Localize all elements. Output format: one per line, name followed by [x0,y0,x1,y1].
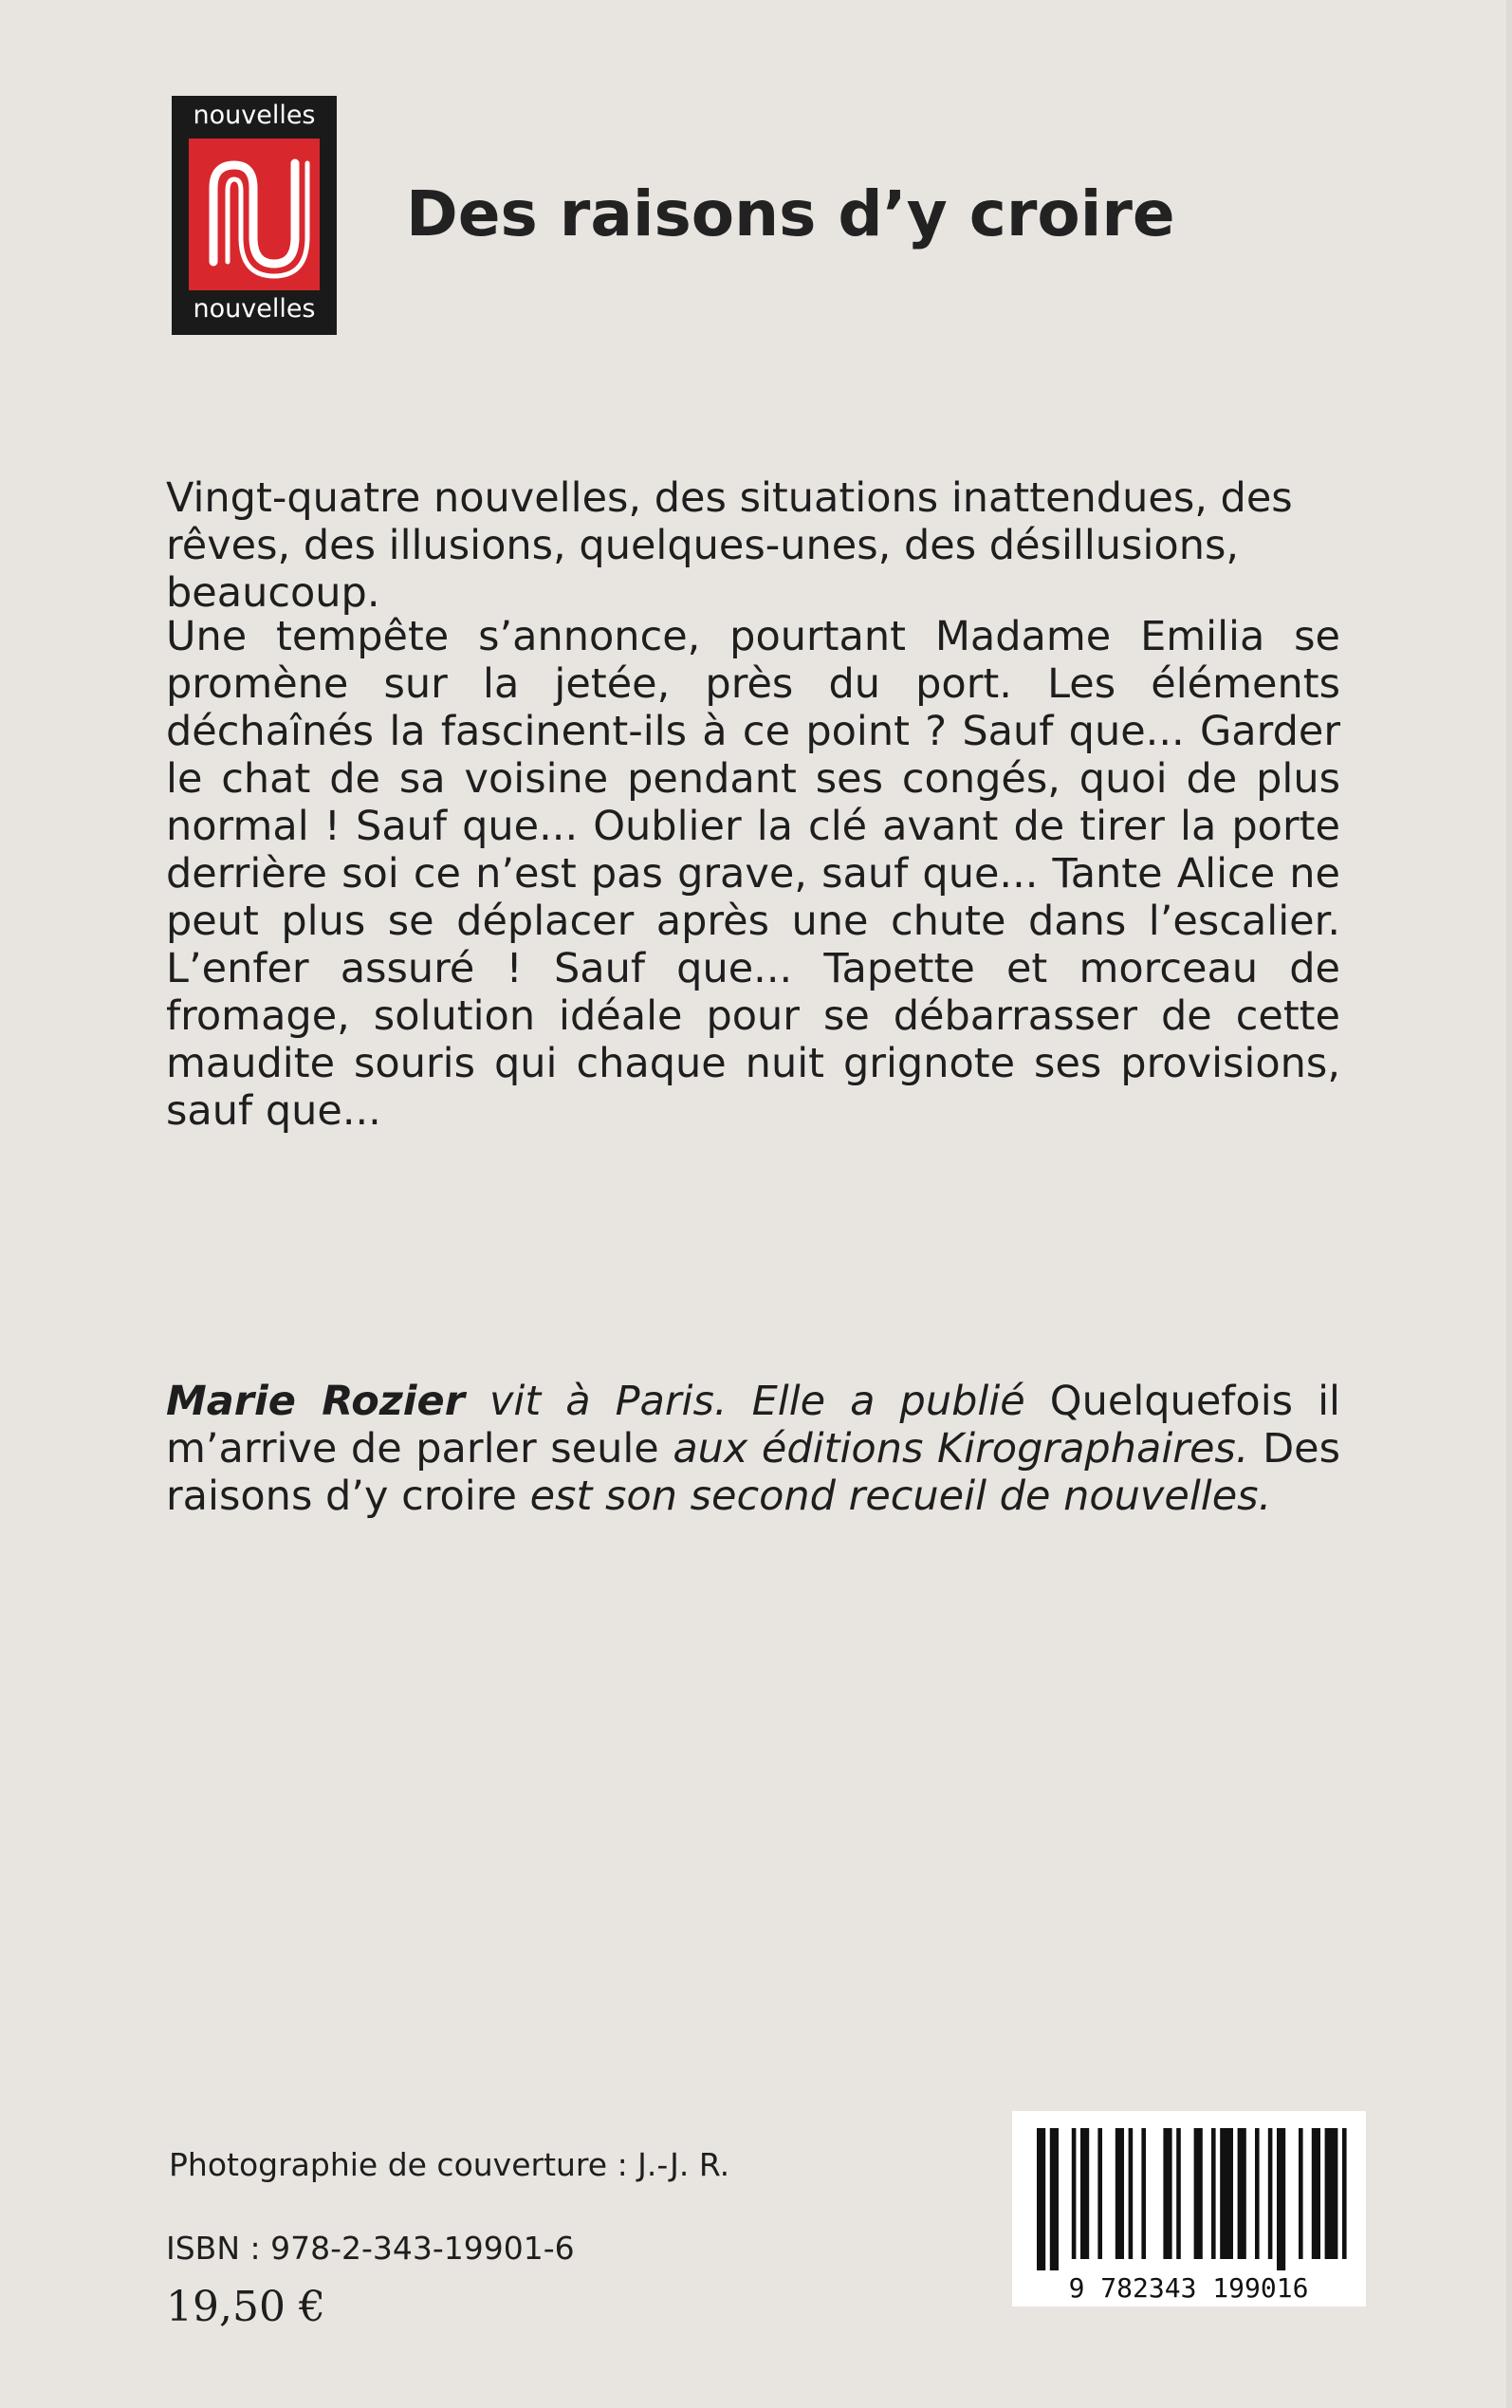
barcode-bar [1299,2128,1303,2259]
bio-book-2: Des raisons d’y croire [166,1425,1341,1520]
barcode-bar [1072,2128,1077,2259]
publisher-logo [172,96,337,335]
logo-bottom-word: nouvelles [193,294,316,324]
barcode-bar [1163,2128,1171,2259]
barcode-bar [1194,2128,1203,2259]
barcode-graphic [1012,2111,1366,2306]
barcode-bar [1176,2128,1181,2259]
barcode-bar [1238,2128,1246,2259]
barcode-bar [1097,2128,1102,2259]
bio-text-3: est son second recueil de nouvelles. [529,1473,1272,1520]
barcode-bar [1129,2128,1134,2259]
summary-body: Une tempête s’annonce, pourtant Madame Emilia se promène sur la jetée, près du port. Les éléments déchaînés la fascinent-ils à ce point ? Sauf que... Garder le chat de sa voisine pendant ses congés, quoi de plus normal ! Sauf que... Oublier la clé avant de tirer la porte derrière soi ce n’est pas grave, sauf que... Tante Alice ne peut plus se déplacer après une chute dans l’escalier. L’enfer assuré ! Sauf que... Tapette et morceau de fromage, solution idéale pour se débarrasser de cette maudite souris qui chaque nuit grignote ses provisions, sauf que... [166,613,1340,1135]
barcode-bar [1342,2128,1347,2259]
barcode-bar [1141,2128,1146,2259]
bio-text-1: vit à Paris. Elle a publié [489,1378,1025,1425]
barcode-bar [1037,2128,1045,2270]
nu-monogram-icon [189,139,320,290]
barcode-digits: 9 782343 199016 [1068,2272,1309,2304]
bio-book-1: Quelquefois il m’arrive de parler seule [166,1378,1340,1473]
barcode-bar [1268,2128,1273,2259]
barcode-bar [1211,2128,1216,2259]
cover-right-edge [1506,0,1512,2408]
barcode-bar [1277,2128,1285,2270]
barcode-bar [1220,2128,1233,2259]
bio-text-2: aux éditions Kirographaires. [673,1425,1249,1473]
price: 19,50 € [166,2283,325,2331]
barcode-bar [1255,2128,1260,2259]
barcode-bar [1116,2128,1124,2259]
isbn: ISBN : 978-2-343-19901-6 [166,2230,575,2267]
author-bio [166,1378,1340,1520]
barcode-bar [1312,2128,1320,2259]
logo-top-word: nouvelles [193,101,316,130]
summary-intro: Vingt-quatre nouvelles, des situations inattendues, des rêves, des illusions, quelques-unes, des désillusions, beaucoup. [166,474,1293,617]
barcode-bar [1325,2128,1338,2259]
author-name: Marie Rozier [166,1378,465,1425]
barcode [1012,2111,1366,2306]
photo-credit: Photographie de couverture : J.-J. R. [169,2146,730,2183]
book-title: Des raisons d’y croire [406,177,1175,250]
barcode-bar [1080,2128,1089,2259]
barcode-bar [1050,2128,1059,2270]
